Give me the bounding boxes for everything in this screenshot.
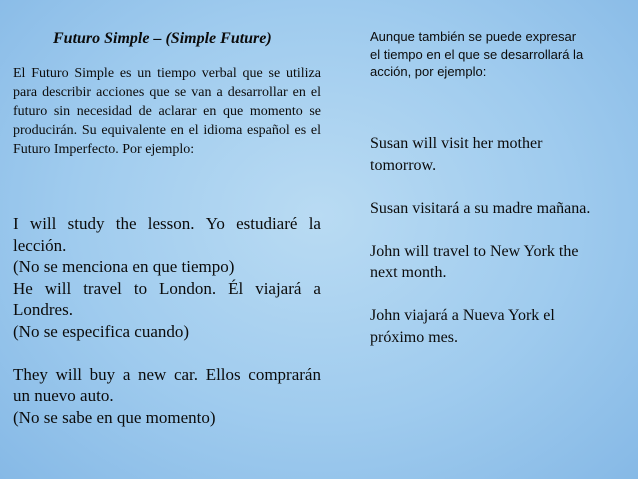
word: I <box>13 214 19 233</box>
word: Aunque <box>370 29 415 44</box>
word: will <box>29 214 57 233</box>
right-intro-line: el tiempo en el que se desarrollará la <box>370 46 584 62</box>
right-example-line: Susan visitará a su madre mañana. <box>370 199 591 217</box>
right-intro-line-justified <box>370 28 610 46</box>
right-example-line: John viajará a Nueva York el <box>370 307 555 324</box>
word: expresar <box>525 29 577 44</box>
word: study <box>67 214 105 233</box>
spacer <box>370 284 620 306</box>
word: to <box>133 278 148 298</box>
intro-line: utiliza para describir acciones que se van a <box>13 66 321 100</box>
example-line-justified <box>13 278 321 300</box>
word: will <box>44 278 72 298</box>
right-intro-paragraph <box>370 28 610 81</box>
example-line: un nuevo auto. <box>13 386 114 405</box>
word: Yo <box>205 214 225 233</box>
intro-paragraph <box>13 64 321 159</box>
right-example-line: next month. <box>370 264 447 281</box>
word: se <box>468 29 483 44</box>
word: a <box>313 278 321 298</box>
spacer <box>370 176 620 198</box>
word: new <box>138 364 167 384</box>
example-line-justified <box>13 213 321 235</box>
example-line: lección. <box>13 235 67 255</box>
example-line-justified <box>13 364 321 386</box>
word: comprarán <box>248 364 321 384</box>
examples-block <box>13 213 321 428</box>
word: London. <box>159 278 217 298</box>
word: la <box>308 214 321 233</box>
example-line: Londres. <box>13 300 73 319</box>
intro-line: en el idioma español es el Futuro Imperfecto. <box>13 123 322 157</box>
slide-title: Futuro Simple – (Simple Future) <box>53 30 272 47</box>
right-example-line: próximo mes. <box>370 328 458 346</box>
example-note: (No se menciona en que tiempo) <box>13 257 235 276</box>
example-note: (No se especifica cuando) <box>13 321 190 341</box>
intro-line: Por ejemplo: <box>122 142 195 157</box>
word: viajará <box>255 278 302 298</box>
word: the <box>115 214 137 233</box>
example-note: (No se sabe en que momento) <box>13 407 216 427</box>
right-examples-block <box>370 133 620 348</box>
word: They <box>13 364 48 384</box>
right-intro-line: acción, por ejemplo: <box>370 64 487 79</box>
intro-line: en que momento se producirán. Su equivalente <box>13 104 321 138</box>
word: puede <box>485 29 522 44</box>
word: Ellos <box>205 364 241 384</box>
word: también <box>418 29 465 44</box>
word: estudiaré <box>236 214 298 233</box>
word: a <box>122 364 131 384</box>
word: lesson. <box>147 214 195 233</box>
right-example-line: John will travel to New York the <box>370 242 579 260</box>
word: travel <box>83 278 122 298</box>
spacer <box>370 219 620 241</box>
right-example-line: Susan will visit her mother <box>370 135 543 152</box>
word: will <box>55 364 83 384</box>
spacer <box>13 342 321 364</box>
word: He <box>13 278 33 298</box>
intro-line: El Futuro Simple es un tiempo verbal que se <box>13 66 281 81</box>
word: Él <box>228 278 244 298</box>
right-example-line: tomorrow. <box>370 156 437 174</box>
intro-line: desarrollar en el futuro sin necesidad de aclarar <box>13 85 321 119</box>
word: car. <box>173 364 199 384</box>
word: buy <box>89 364 116 384</box>
